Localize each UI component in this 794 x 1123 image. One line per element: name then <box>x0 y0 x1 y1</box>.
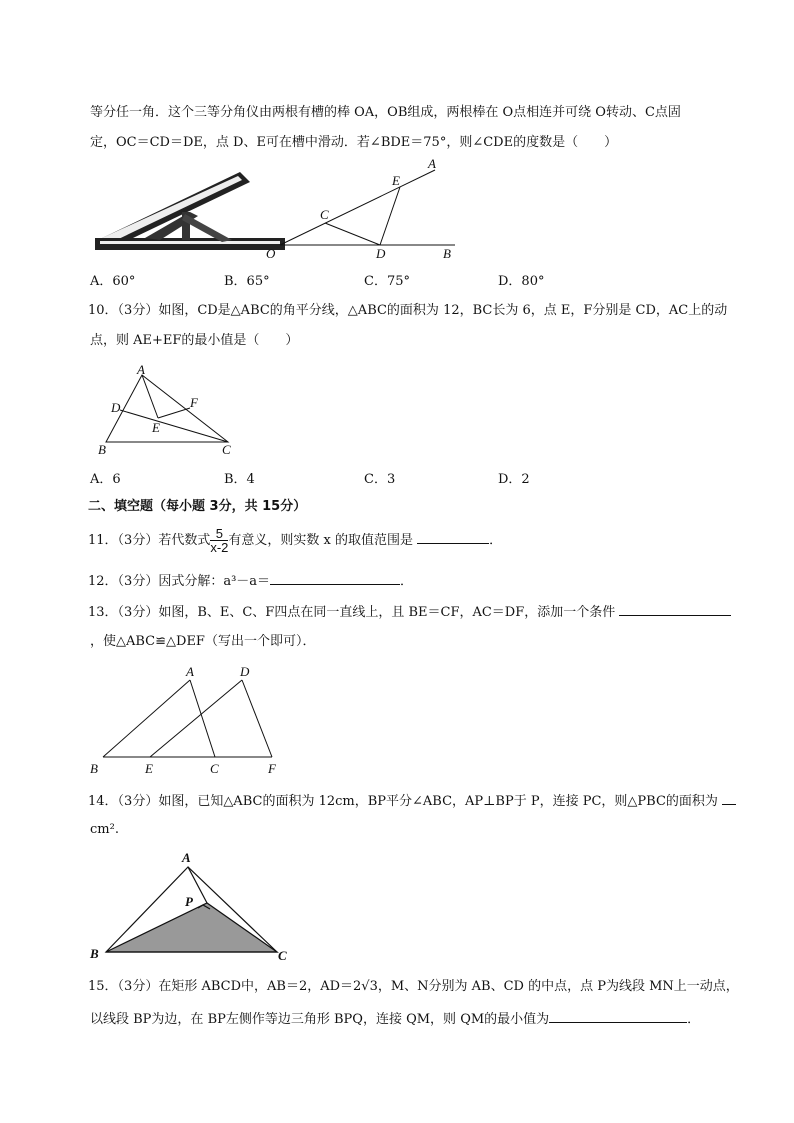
section-title-fill-in: 二、填空题（每小题 3分，共 15分） <box>88 499 307 514</box>
q11-text-before: 11．（3分）若代数式 <box>88 533 211 548</box>
q14-triangle-diagram <box>106 867 277 952</box>
q10-option-c[interactable]: C．3 <box>364 472 396 487</box>
q10-label-F: F <box>190 395 198 410</box>
q10-label-D: D <box>111 400 121 415</box>
q11-text <box>88 526 502 556</box>
q14-label-A: A <box>182 850 191 865</box>
q9-option-d[interactable]: D．80° <box>498 274 545 289</box>
q13-label-E: E <box>145 761 153 776</box>
q15-text-line1: 15．（3分）在矩形 ABCD中，AB＝2，AD＝2√3，M、N分别为 AB、CD 的中点，点 P为线段 MN上一动点， <box>88 979 739 994</box>
q14-text-line1 <box>88 792 736 810</box>
q11-end: ． <box>489 533 503 548</box>
q9-label-B: B <box>443 246 451 261</box>
q11-numerator: 5 <box>215 526 223 541</box>
q10-text-line1: 10．（3分）如图，CD是△ABC的角平分线，△ABC的面积为 12，BC长为 6，点 E，F分别是 CD，AC上的动 <box>88 303 728 318</box>
q13-label-A: A <box>186 664 194 679</box>
q9-option-a[interactable]: A．60° <box>90 274 136 289</box>
q14-prompt: 14．（3分）如图，已知△ABC的面积为 12cm，BP平分∠ABC，AP⊥BP于 P，连接 PC，则△PBC的面积为 <box>88 794 718 809</box>
q10-label-E: E <box>152 420 160 435</box>
q12-prompt: 12．（3分）因式分解：a³－a＝ <box>88 574 271 589</box>
q11-denominator: x-2 <box>210 540 229 555</box>
q9-option-b[interactable]: B．65° <box>224 274 270 289</box>
q13-answer-blank[interactable] <box>619 603 731 616</box>
q11-fraction <box>210 527 228 554</box>
q15-answer-blank[interactable] <box>549 1010 687 1023</box>
q11-text-after: 有意义，则实数 x 的取值范围是 <box>228 533 413 548</box>
q13-triangles-diagram <box>103 680 272 757</box>
q10-label-A: A <box>137 362 145 377</box>
q10-label-C: C <box>222 442 231 457</box>
q15-prompt: 以线段 BP为边，在 BP左侧作等边三角形 BPQ，连接 QM，则 QM的最小值为 <box>90 1012 550 1027</box>
q13-label-C: C <box>210 761 219 776</box>
q12-text <box>88 572 413 590</box>
q9-trisector-photo <box>95 172 285 250</box>
q9-text-line2: 定，OC＝CD＝DE，点 D、E可在槽中滑动．若∠BDE＝75°，则∠CDE的度数是（ ） <box>90 135 618 150</box>
q9-angle-diagram <box>280 170 455 245</box>
q13-prompt: 13．（3分）如图，B、E、C、F四点在同一直线上，且 BE＝CF，AC＝DF，添加一个条件 <box>88 605 616 620</box>
q11-answer-blank[interactable] <box>417 531 489 544</box>
q12-answer-blank[interactable] <box>270 572 400 585</box>
q9-label-O: O <box>266 246 276 261</box>
q10-option-a[interactable]: A．6 <box>90 472 121 487</box>
q13-text-line2: ，使△ABC≌△DEF（写出一个即可）． <box>90 634 316 649</box>
q10-label-B: B <box>98 442 106 457</box>
q10-triangle-diagram <box>106 375 228 442</box>
q14-label-B: B <box>90 946 99 961</box>
q9-label-D: D <box>376 246 386 261</box>
q10-option-b[interactable]: B．4 <box>224 472 255 487</box>
q9-label-A: A <box>428 156 436 171</box>
q13-text-line1 <box>88 603 731 621</box>
q14-label-P: P <box>185 894 193 909</box>
q9-label-E: E <box>392 173 400 188</box>
q14-label-C: C <box>278 948 287 963</box>
q13-label-D: D <box>240 664 250 679</box>
q15-end: ． <box>687 1012 701 1027</box>
q9-option-c[interactable]: C．75° <box>364 274 410 289</box>
q15-text-line2 <box>90 1010 700 1028</box>
q14-answer-blank[interactable] <box>722 792 736 805</box>
q14-text-line2: cm². <box>90 822 119 837</box>
q9-text-line1: 等分任一角．这个三等分角仪由两根有槽的棒 OA，OB组成，两根棒在 O点相连并可绕 O转动、C点固 <box>90 105 681 120</box>
q9-label-C: C <box>320 207 329 222</box>
q12-end: ． <box>400 574 414 589</box>
q10-option-d[interactable]: D．2 <box>498 472 530 487</box>
q10-text-line2: 点，则 AE+EF的最小值是（ ） <box>90 333 299 348</box>
q13-label-F: F <box>268 761 276 776</box>
q13-label-B: B <box>90 761 98 776</box>
